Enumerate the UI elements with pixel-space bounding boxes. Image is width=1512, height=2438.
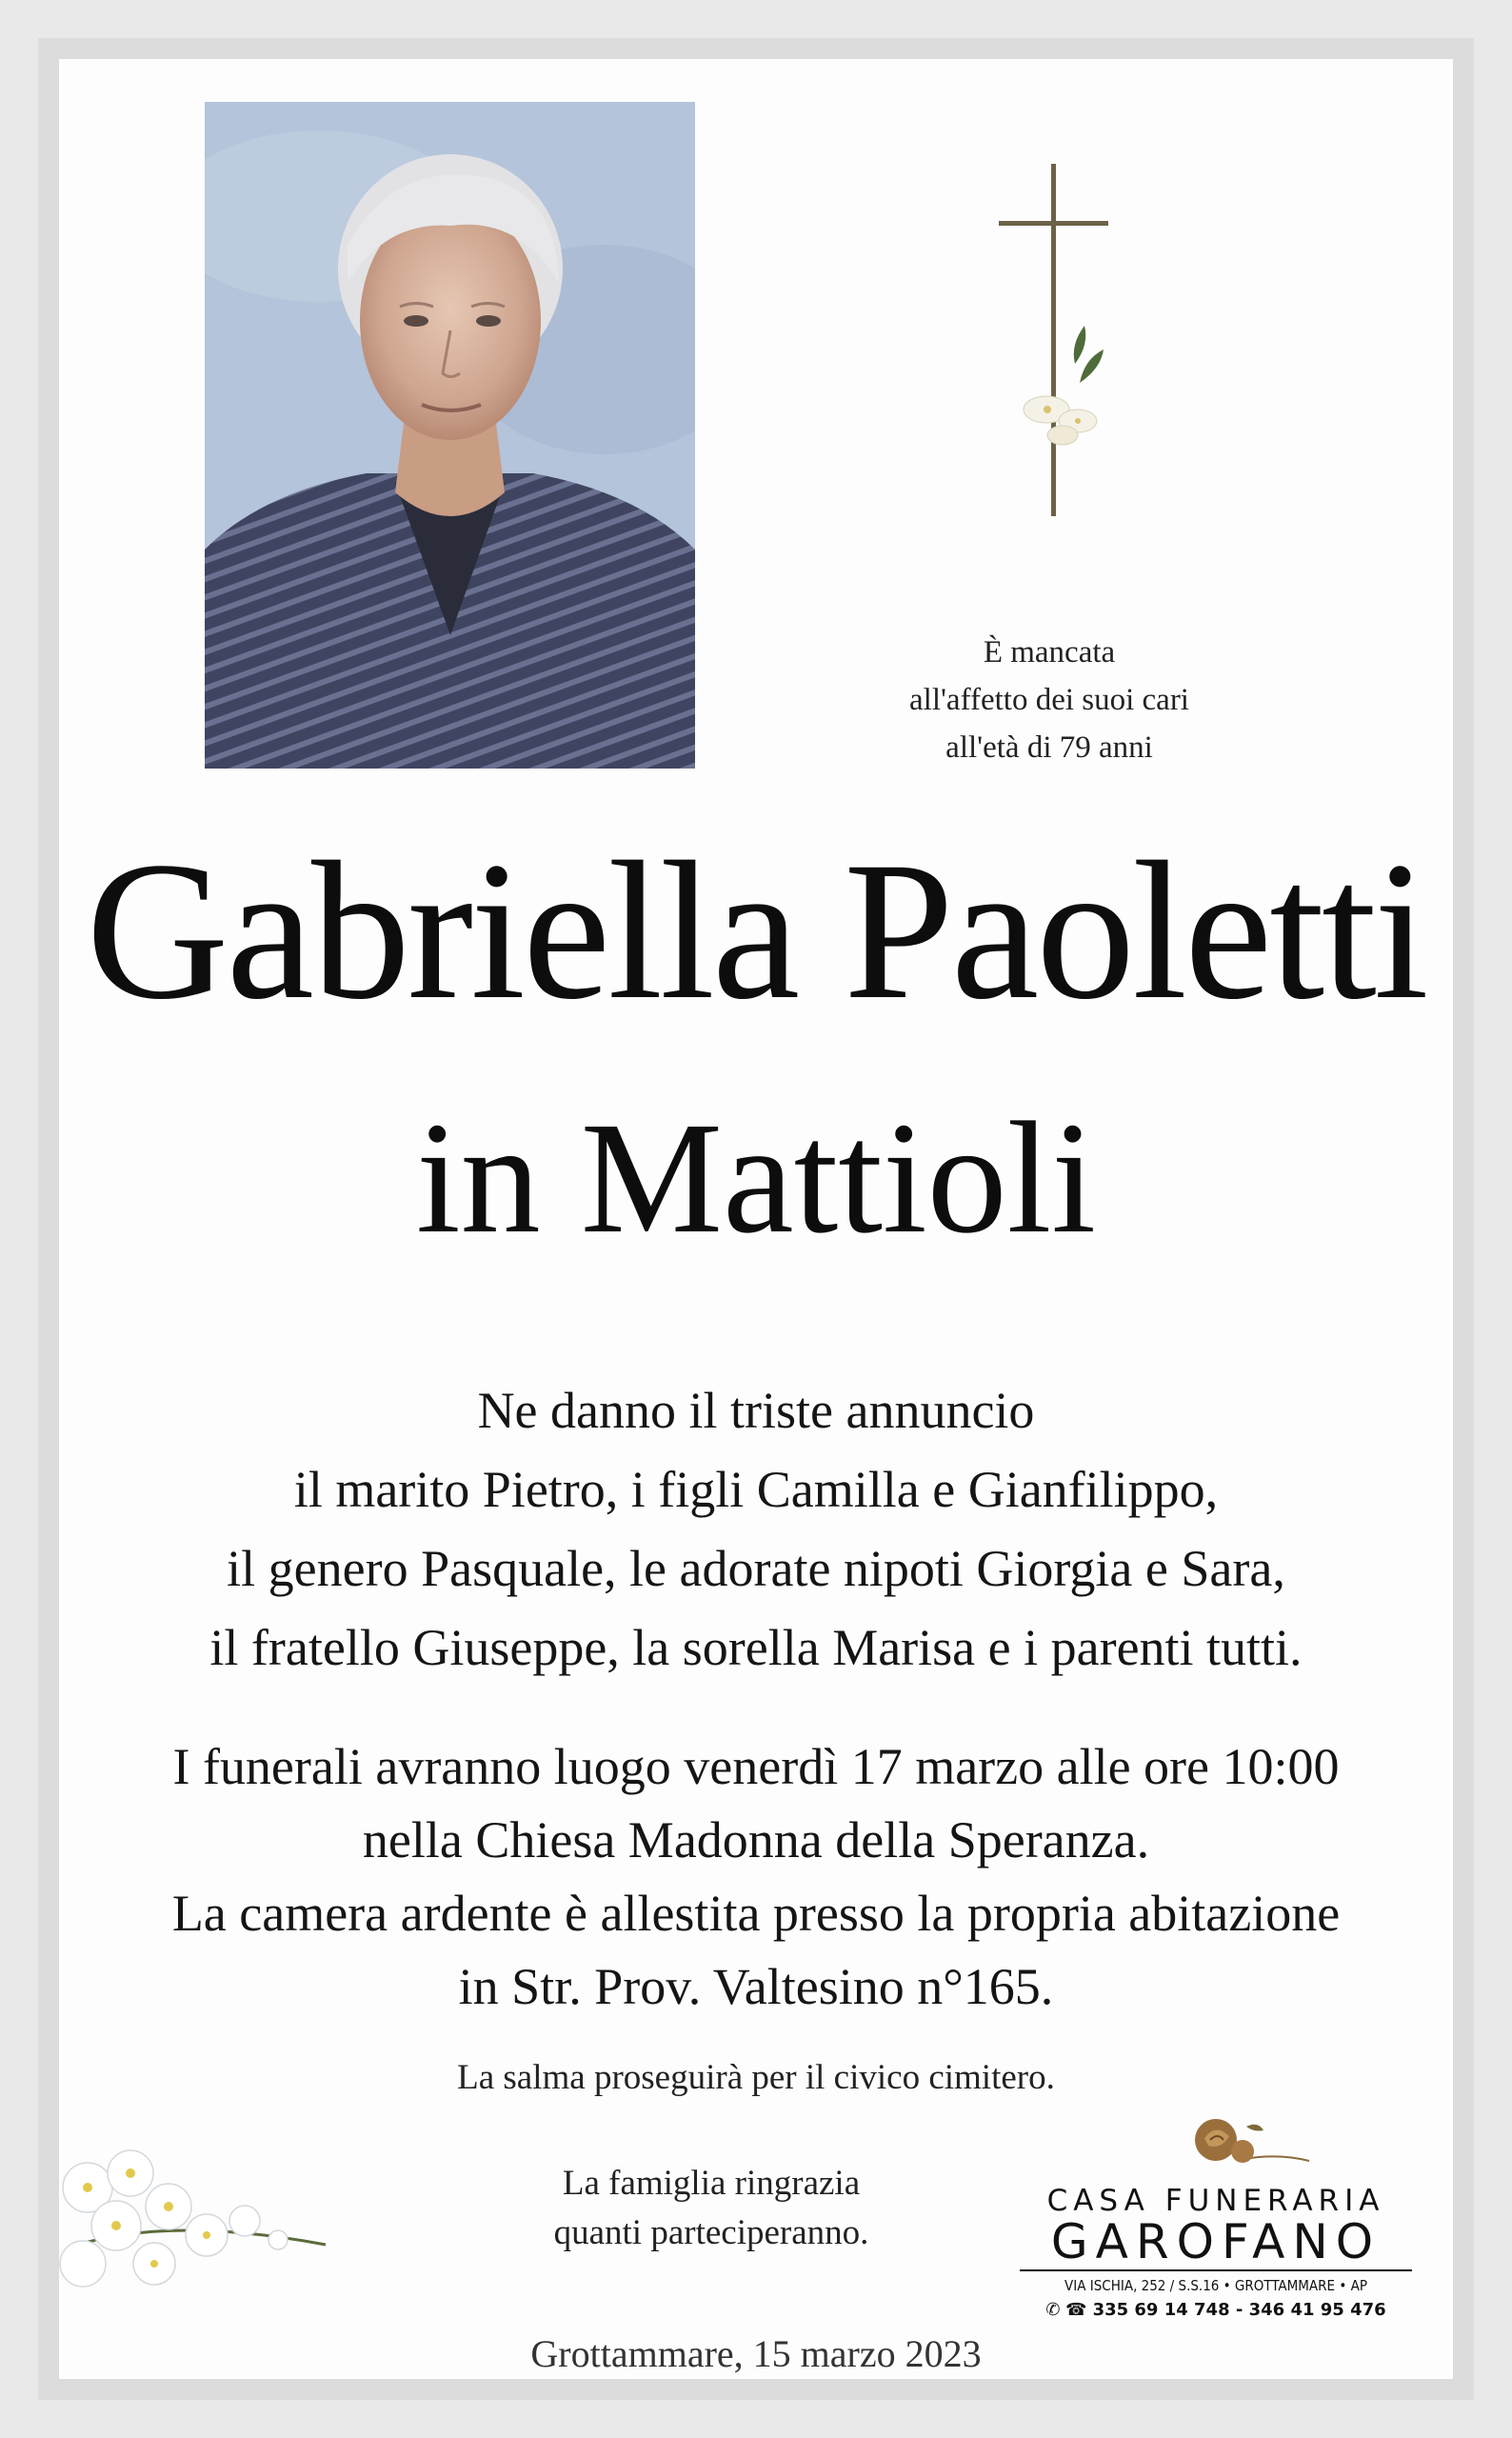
thanks-text (478, 2159, 945, 2258)
obituary-card (59, 59, 1453, 2379)
funeral-home-phones (1016, 2300, 1416, 2320)
deceased-name: Gabriella Paoletti (86, 821, 1426, 1040)
passing-notice (821, 629, 1278, 771)
married-name: in Mattioli (416, 1089, 1096, 1267)
announcement-line: il genero Pasquale, le adorate nipoti Giorgia e Sara, (227, 1540, 1285, 1597)
funeral-line: in Str. Prov. Valtesino n°165. (458, 1958, 1054, 2015)
thanks-line: La famiglia ringrazia (562, 2164, 861, 2203)
white-orchids-icon (59, 2130, 335, 2311)
cross-with-flowers-icon (994, 164, 1118, 516)
funeral-home-name: GAROFANO (1050, 2214, 1382, 2269)
phone-icon: ✆ ☎ (1045, 2300, 1087, 2320)
funeral-line: nella Chiesa Madonna della Speranza. (362, 1811, 1150, 1868)
thanks-line: quanti parteciperanno. (553, 2213, 869, 2252)
rose-icon (1187, 2111, 1311, 2174)
place-and-date: Grottammare, 15 marzo 2023 (530, 2332, 982, 2375)
funeral-home-line1: CASA FUNERARIA (1046, 2184, 1385, 2218)
deceased-photo (205, 102, 695, 769)
funeral-line: I funerali avranno luogo venerdì 17 marzo alle ore 10:00 (172, 1738, 1340, 1795)
funeral-details (59, 1730, 1453, 2024)
announcement-line: il fratello Giuseppe, la sorella Marisa e i parenti tutti. (209, 1619, 1303, 1676)
funeral-line: La camera ardente è allestita presso la propria abitazione (171, 1885, 1341, 1942)
passing-line: È mancata (983, 635, 1116, 669)
obituary-frame (38, 38, 1474, 2400)
announcement-line: Ne danno il triste annuncio (477, 1382, 1035, 1439)
funeral-home-logo (1016, 2111, 1416, 2321)
burial-notice: La salma proseguirà per il civico cimitero. (457, 2058, 1055, 2097)
announcement-text (59, 1371, 1453, 1688)
passing-line: all'affetto dei suoi cari (909, 683, 1189, 717)
funeral-home-address: VIA ISCHIA, 252 / S.S.16 • GROTTAMMARE • AP (1064, 2277, 1367, 2294)
passing-line: all'età di 79 anni (945, 730, 1153, 765)
announcement-line: il marito Pietro, i figli Camilla e Gianfilippo, (293, 1461, 1219, 1518)
phone-numbers: 335 69 14 748 - 346 41 95 476 (1092, 2300, 1386, 2320)
logo-divider (1020, 2269, 1412, 2271)
